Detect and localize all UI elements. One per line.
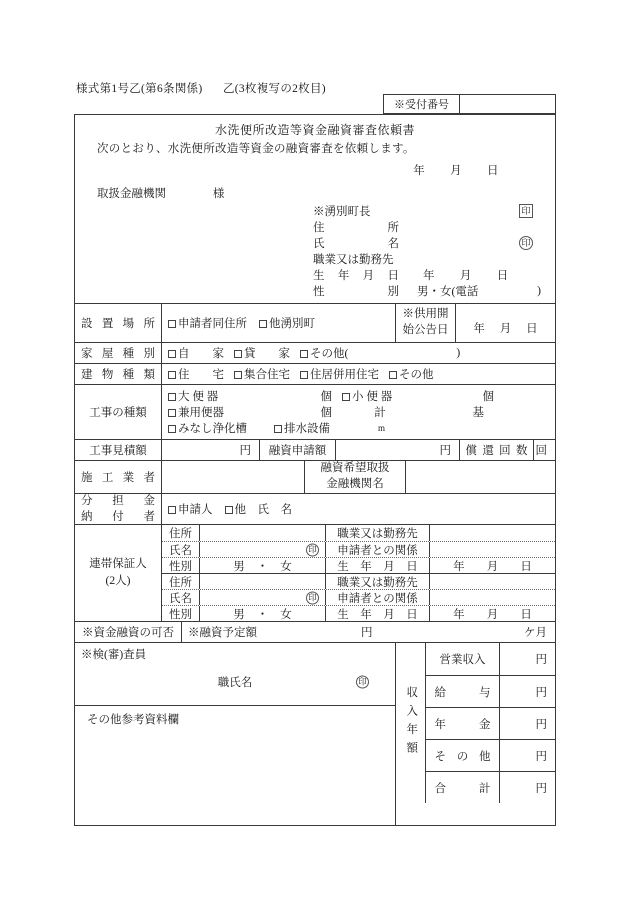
income-business-label: 営業収入: [439, 654, 486, 666]
submission-month: 月: [450, 165, 462, 177]
desired-bank-label-cell: [304, 461, 405, 493]
guarantor-1-birth-month: 月: [486, 560, 499, 573]
work-type-line-1: [168, 388, 555, 404]
guarantor-2-name-row: [162, 589, 555, 605]
repay-count-label-cell: [459, 440, 533, 460]
applicant-sex-label: 性 別: [313, 286, 399, 298]
install-place-label-cell: [75, 304, 161, 342]
examiner-block: [75, 643, 395, 705]
income-total-unit: 円: [535, 782, 547, 795]
applicant-phone-close: ): [537, 285, 541, 297]
guarantor-2-female[interactable]: 女: [280, 608, 292, 621]
other-reference-block[interactable]: [75, 705, 395, 825]
public-notice-label-cell: [395, 304, 455, 342]
mayor-seal-icon: 印: [519, 204, 533, 218]
guarantor-2-address-input[interactable]: [200, 574, 326, 589]
income-other-label-cell: [426, 740, 500, 771]
applicant-birth-row: [313, 267, 555, 283]
guarantors-label-cell: [75, 525, 161, 621]
guarantors-row: [75, 524, 555, 621]
income-total-label: 合 計: [434, 782, 491, 795]
guarantor-2-address-key: 住所: [162, 574, 200, 589]
income-table: [396, 643, 555, 803]
submission-day: 日: [487, 165, 499, 177]
receipt-number-label: ※受付番号: [384, 95, 460, 113]
building-type-apartment-checkbox[interactable]: 集合住宅: [234, 366, 290, 382]
applicant-sex-row: [313, 283, 555, 299]
estimate-label: 工事見積額: [89, 445, 147, 457]
guarantor-1-sex-value[interactable]: [200, 558, 326, 573]
loan-amount-label: 融資申請額: [268, 445, 327, 457]
contractor-label-cell: [75, 461, 161, 493]
guarantors-label-line1: 連帯保証人: [89, 557, 147, 570]
estimate-yen: 円: [239, 445, 251, 457]
house-type-label: 家屋種別: [81, 348, 155, 360]
applicant-name-label: 氏 名: [313, 238, 399, 250]
share-payer-row: [75, 493, 555, 524]
guarantor-1-name-key: 氏名: [162, 542, 200, 557]
guarantor-1-birth-value[interactable]: [430, 558, 555, 573]
planned-loan-yen: 円: [361, 627, 373, 639]
house-type-row: [75, 342, 555, 363]
guarantor-1-occupation-input[interactable]: [430, 525, 555, 541]
building-type-house-checkbox[interactable]: 住 宅: [168, 366, 224, 382]
guarantor-1-sex-key: 性別: [162, 558, 200, 573]
building-type-options: [161, 364, 555, 384]
examiner-income-row: [75, 642, 555, 825]
share-payer-label-line2: 納 付 者: [81, 511, 155, 523]
guarantor-2-occupation-label: 職業又は勤務先: [326, 574, 430, 589]
house-type-label-cell: [75, 343, 161, 363]
work-type-septic-checkbox[interactable]: みなし浄化槽: [168, 420, 247, 436]
guarantors-detail: [161, 525, 555, 621]
examiner-column: [75, 643, 395, 825]
guarantor-1-seal-icon: 印: [306, 543, 319, 556]
work-type-urinal-unit: 個: [482, 391, 494, 403]
share-payer-label-cell: [75, 494, 161, 524]
work-type-line-2: [168, 404, 555, 420]
guarantor-2-birth-label: 生 年 月 日: [326, 606, 430, 621]
guarantor-2-birth-year: 年: [453, 608, 465, 621]
public-notice-label-line2: 始公告日: [402, 324, 449, 336]
work-type-drainage-unit: m: [378, 423, 386, 433]
guarantor-2-sex-dot: ・: [256, 608, 269, 621]
building-type-other-checkbox[interactable]: その他: [389, 366, 434, 382]
form-number-copy-note: 乙(3枚複写の2枚目): [222, 83, 326, 95]
applicant-birth-month: 月: [459, 270, 472, 282]
income-salary-label-cell: [426, 676, 500, 707]
house-type-options: [161, 343, 555, 363]
guarantor-1-female[interactable]: 女: [280, 560, 292, 573]
house-type-other-close: ): [456, 347, 461, 359]
public-notice-year: 年: [473, 323, 485, 335]
guarantor-1-birth-label: 生 年 月 日: [326, 558, 430, 573]
loan-amount-label-cell: [259, 440, 335, 460]
estimate-label-cell: [75, 440, 161, 460]
income-rows: [426, 643, 555, 803]
applicant-address-label: 住 所: [313, 222, 399, 234]
examiner-label: ※検(審)査員: [81, 649, 147, 661]
examiner-name-label: 職氏名: [217, 677, 253, 689]
share-payer-label-line1: 分 担 金: [81, 494, 155, 507]
estimate-value[interactable]: [161, 440, 259, 460]
public-notice-month: 月: [499, 323, 512, 335]
guarantor-1-sex-row: [162, 557, 555, 573]
guarantor-2-name-key: 氏名: [162, 590, 200, 605]
approval-row: [75, 621, 555, 642]
work-type-urinal-checkbox[interactable]: 小 便 器: [342, 388, 392, 404]
submission-date: [75, 162, 555, 178]
work-type-line-3: [168, 420, 555, 436]
install-place-row: [75, 303, 555, 342]
income-other-unit: 円: [535, 750, 547, 763]
work-type-total-unit: 基: [472, 407, 484, 419]
form-title: 水洗便所改造等資金融資審査依頼書: [214, 123, 415, 137]
guarantor-1-name-input[interactable]: [200, 542, 326, 557]
planned-loan-label: ※融資予定額: [188, 627, 257, 639]
form-number-line: [76, 80, 326, 96]
work-type-combined-checkbox[interactable]: 兼用便器: [168, 404, 224, 420]
guarantor-2-address-row: [162, 573, 555, 589]
install-place-same-checkbox[interactable]: 申請者同住所: [168, 315, 247, 331]
public-notice-label-line1: ※供用開: [402, 308, 449, 321]
share-payer-other-checkbox[interactable]: 他 氏 名: [225, 501, 293, 517]
header-block: [75, 115, 555, 303]
income-other-label: そ の 他: [434, 750, 491, 763]
income-row-pension: [426, 707, 555, 739]
applicant-birth-date: [423, 267, 531, 283]
handling-bank-honorific: 様: [212, 188, 225, 200]
form-table: [74, 114, 556, 826]
applicant-address-row: [313, 219, 555, 235]
income-pension-label-cell: [426, 708, 500, 739]
income-column: [395, 643, 555, 825]
guarantor-1-address-key: 住所: [162, 525, 200, 541]
guarantor-2-relation-input[interactable]: [430, 590, 555, 605]
income-vertical-label: 収入年額: [405, 686, 418, 760]
work-type-drainage-checkbox[interactable]: 排水設備: [274, 420, 330, 436]
income-salary-value[interactable]: [500, 676, 555, 707]
applicant-birth-year: 年: [423, 270, 435, 282]
guarantor-2-male[interactable]: 男: [233, 608, 245, 621]
public-notice-date[interactable]: [455, 304, 555, 342]
guarantor-2-sex-value[interactable]: [200, 606, 326, 621]
applicant-mayor-label: ※湧別町長: [313, 206, 371, 218]
install-place-options: [161, 304, 395, 342]
share-payer-options: [161, 494, 555, 524]
contractor-row: [75, 460, 555, 493]
applicant-mayor-row: [313, 203, 555, 219]
income-total-value[interactable]: [500, 772, 555, 803]
repay-count-label: 償還回数: [465, 445, 528, 457]
receipt-number-box: [383, 94, 556, 114]
guarantor-2-birth-month: 月: [486, 608, 499, 621]
guarantor-2-relation-label: 申請者との関係: [326, 590, 430, 605]
building-type-mixed-checkbox[interactable]: 住居併用住宅: [300, 366, 379, 382]
desired-bank-label-line1: 融資希望取扱: [320, 462, 390, 475]
house-type-rental-checkbox[interactable]: 貸 家: [234, 345, 290, 361]
building-type-label-cell: [75, 364, 161, 384]
guarantor-2-seal-icon: 印: [306, 591, 319, 604]
income-row-total: [426, 771, 555, 803]
income-other-value[interactable]: [500, 740, 555, 771]
contractor-input[interactable]: [161, 461, 304, 493]
planned-loan-months: ケ月: [524, 627, 547, 639]
income-pension-unit: 円: [535, 718, 547, 731]
guarantor-2-sex-row: [162, 605, 555, 621]
guarantor-2-birth-day: 日: [520, 608, 532, 621]
receipt-number-input[interactable]: [460, 95, 555, 113]
income-salary-unit: 円: [535, 686, 547, 699]
guarantor-1-occupation-label: 職業又は勤務先: [326, 525, 430, 541]
guarantor-1-birth-day: 日: [520, 560, 532, 573]
guarantor-1-relation-input[interactable]: [430, 542, 555, 557]
guarantor-1-name-row: [162, 541, 555, 557]
guarantor-1-address-row: [162, 525, 555, 541]
approval-values[interactable]: [181, 622, 555, 642]
work-type-options: [161, 385, 555, 439]
examiner-seal-icon: 印: [356, 676, 369, 689]
applicant-birth-day: 日: [496, 270, 509, 282]
form-number-main: 様式第1号乙(第6条関係): [76, 83, 203, 95]
approval-label-cell: [75, 622, 181, 642]
guarantor-1-address-input[interactable]: [200, 525, 326, 541]
work-type-label: 工事の種類: [89, 407, 147, 419]
applicant-birth-label: 生 年 月 日: [313, 270, 399, 282]
income-business-value[interactable]: [500, 643, 555, 675]
income-row-salary: [426, 675, 555, 707]
install-place-other-checkbox[interactable]: 他湧別町: [259, 315, 315, 331]
applicant-seal-icon: 印: [519, 236, 533, 250]
guarantor-2-sex-key: 性別: [162, 606, 200, 621]
guarantor-2-name-input[interactable]: [200, 590, 326, 605]
other-reference-label: その他参考資料欄: [87, 714, 179, 726]
public-notice-day: 日: [526, 323, 538, 335]
share-payer-applicant-checkbox[interactable]: 申請人: [168, 501, 213, 517]
income-row-other: [426, 739, 555, 771]
contractor-label: 施工業者: [81, 472, 155, 484]
loan-amount-yen: 円: [439, 445, 451, 457]
handling-bank-label: 取扱金融機関: [97, 188, 166, 200]
work-type-label-cell: [75, 385, 161, 439]
install-place-label: 設置場所: [81, 318, 155, 330]
work-type-total-label: 計: [374, 407, 386, 419]
examiner-name-row: [75, 674, 395, 690]
work-type-toilet-unit: 個: [320, 391, 332, 403]
building-type-label: 建物種類: [81, 369, 155, 381]
income-salary-label: 給 与: [434, 686, 491, 699]
repay-count-unit: 回: [535, 445, 547, 457]
loan-amount-value[interactable]: [335, 440, 459, 460]
work-type-toilet-checkbox[interactable]: 大 便 器: [168, 388, 218, 404]
income-bottom-spacer: [396, 803, 555, 824]
guarantor-1-birth-year: 年: [453, 560, 465, 573]
guarantors-label-line2: (2人): [105, 575, 131, 587]
guarantor-1-male[interactable]: 男: [233, 560, 245, 573]
guarantor-2-occupation-input[interactable]: [430, 574, 555, 589]
repay-count-value[interactable]: [533, 440, 555, 460]
guarantor-1-relation-label: 申請者との関係: [326, 542, 430, 557]
submission-year: 年: [413, 165, 425, 177]
applicant-occupation-row: [313, 251, 555, 267]
work-type-combined-unit: 個: [320, 407, 332, 419]
approval-label: ※資金融資の可否: [82, 627, 174, 639]
income-vertical-label-cell: [396, 643, 426, 803]
applicant-name-row: [313, 235, 555, 251]
income-pension-value[interactable]: [500, 708, 555, 739]
desired-bank-input[interactable]: [405, 461, 555, 493]
applicant-block: [75, 203, 555, 299]
guarantor-1-sex-dot: ・: [256, 560, 269, 573]
work-type-row: [75, 384, 555, 439]
building-type-row: [75, 363, 555, 384]
applicant-sex-value[interactable]: 男・女(電話: [417, 286, 479, 298]
house-type-other-checkbox[interactable]: その他(: [300, 345, 348, 361]
income-pension-label: 年 金: [434, 718, 491, 731]
applicant-occupation-label: 職業又は勤務先: [313, 254, 394, 266]
income-business-unit: 円: [535, 654, 547, 666]
income-business-label-cell: [426, 643, 500, 675]
form-intro: 次のとおり、水洗便所改造等資金の融資審査を依頼します。: [97, 143, 415, 155]
handling-bank-line: [75, 185, 555, 201]
guarantor-2-birth-value[interactable]: [430, 606, 555, 621]
income-row-business: [426, 643, 555, 675]
house-type-own-checkbox[interactable]: 自 家: [168, 345, 224, 361]
income-total-label-cell: [426, 772, 500, 803]
desired-bank-label-line2: 金融機関名: [326, 478, 384, 490]
estimate-row: [75, 439, 555, 460]
